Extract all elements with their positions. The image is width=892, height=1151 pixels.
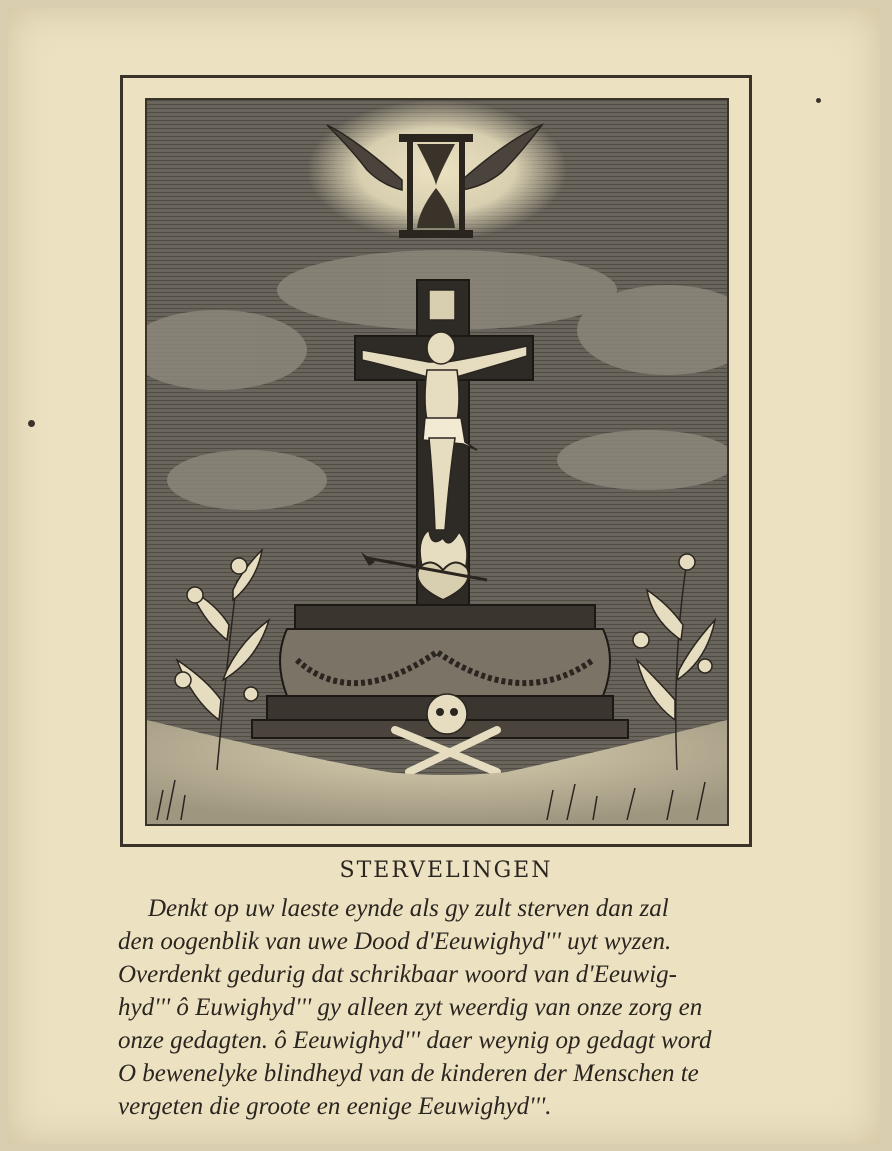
crucifix-engraving [147,100,727,824]
verse-line: Denkt op uw laeste eynde als gy zult sterven dan zal [148,895,669,922]
print-title: STERVELINGEN [339,858,553,883]
verse-line: hyd''' ô Euwighyd''' gy alleen zyt weerdig van onze zorg en [118,994,703,1021]
ink-speck [28,420,35,427]
inri-plaque [429,290,455,320]
verse-line: den oogenblik van uwe Dood d'Eeuwighyd''' uyt wyzen. [118,928,672,955]
verse-line: O bewenelyke blindheyd van de kinderen der Menschen te [118,1060,699,1087]
verse-line: Overdenkt gedurig dat schrikbaar woord van d'Eeuwig- [118,961,677,988]
engraving-illustration [145,98,729,826]
verse-line: vergeten die groote en eenige Eeuwighyd'''. [118,1093,552,1120]
verse-line: onze gedagten. ô Eeuwighyd''' daer weynig op gedagt word [118,1027,712,1054]
verse-text [118,892,778,1123]
ink-speck [816,98,821,103]
